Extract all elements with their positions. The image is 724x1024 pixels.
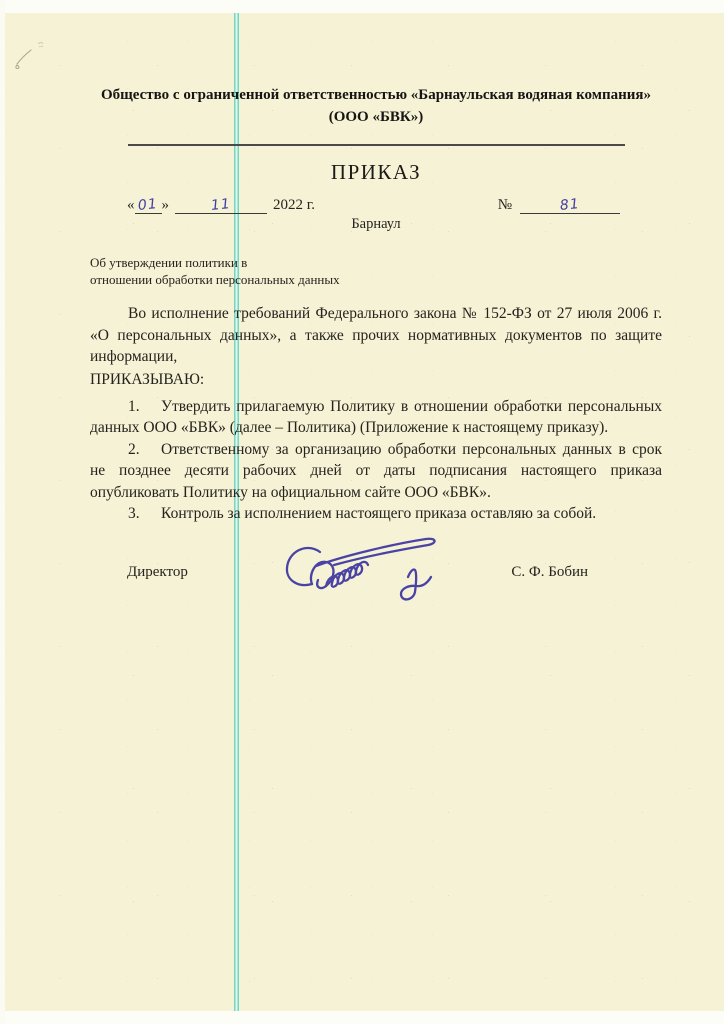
date-quote-open: «	[127, 197, 135, 213]
item-number: 1.	[128, 397, 140, 415]
subject-line2: отношении обработки персональных данных	[90, 271, 340, 287]
order-items	[90, 396, 662, 525]
number-label: №	[497, 197, 512, 213]
item-number: 3.	[128, 505, 140, 522]
date-field	[127, 197, 315, 214]
subject-block	[90, 255, 662, 288]
order-item	[90, 503, 662, 525]
scan-edge-bottom	[0, 1011, 724, 1024]
header-divider-rule	[128, 144, 625, 146]
org-name-line2: (ООО «БВК»)	[328, 109, 424, 125]
order-item	[90, 396, 662, 439]
item-number: 2.	[128, 440, 140, 458]
date-day-slot	[135, 198, 162, 214]
org-header	[90, 84, 662, 128]
date-month-slot	[175, 198, 267, 214]
item-text: Утвердить прилагаемую Политику в отношении обработки персональных данных ООО «БВК» (далее – Политика) (Приложение к настоящему приказу).	[90, 397, 662, 436]
date-year: 2022 г.	[273, 197, 315, 213]
number-handwritten: 81	[559, 196, 581, 214]
date-and-number-row	[90, 197, 662, 214]
scan-edge-left	[0, 0, 5, 1024]
handwritten-signature	[268, 530, 453, 608]
item-text: Ответственному за организацию обработки персональных данных в срок не позднее десяти рабочих дней от даты подписания настоящего приказа опубликовать Политику на официальном сайте ООО «БВК».	[90, 440, 662, 501]
order-word: ПРИКАЗЫВАЮ:	[90, 370, 205, 388]
number-field	[498, 197, 620, 214]
date-quote-close: »	[161, 197, 169, 213]
subject-line1: Об утверждении политики в	[90, 255, 248, 270]
pen-scribble-mark	[14, 32, 58, 76]
signer-role: Директор	[127, 563, 188, 580]
intro-paragraph: Во исполнение требований Федерального закона № 152-ФЗ от 27 июля 2006 г. «О персональных данных», а также прочих нормативных документов по защите информации,	[90, 305, 662, 365]
scan-edge-top	[0, 0, 724, 13]
item-text: Контроль за исполнением настоящего приказа оставляю за собой.	[161, 505, 597, 522]
org-name-line1: Общество с ограниченной ответственностью «Барнаульская водяная компания»	[100, 87, 652, 103]
city-name: Барнаул	[351, 216, 401, 232]
order-item	[90, 439, 662, 504]
signer-name: С. Ф. Бобин	[511, 563, 588, 580]
date-day-handwritten: 01	[137, 196, 159, 214]
document-title: ПРИКАЗ	[330, 160, 422, 184]
date-month-handwritten: 11	[210, 196, 232, 214]
document-content	[90, 0, 662, 581]
number-slot	[520, 198, 620, 214]
